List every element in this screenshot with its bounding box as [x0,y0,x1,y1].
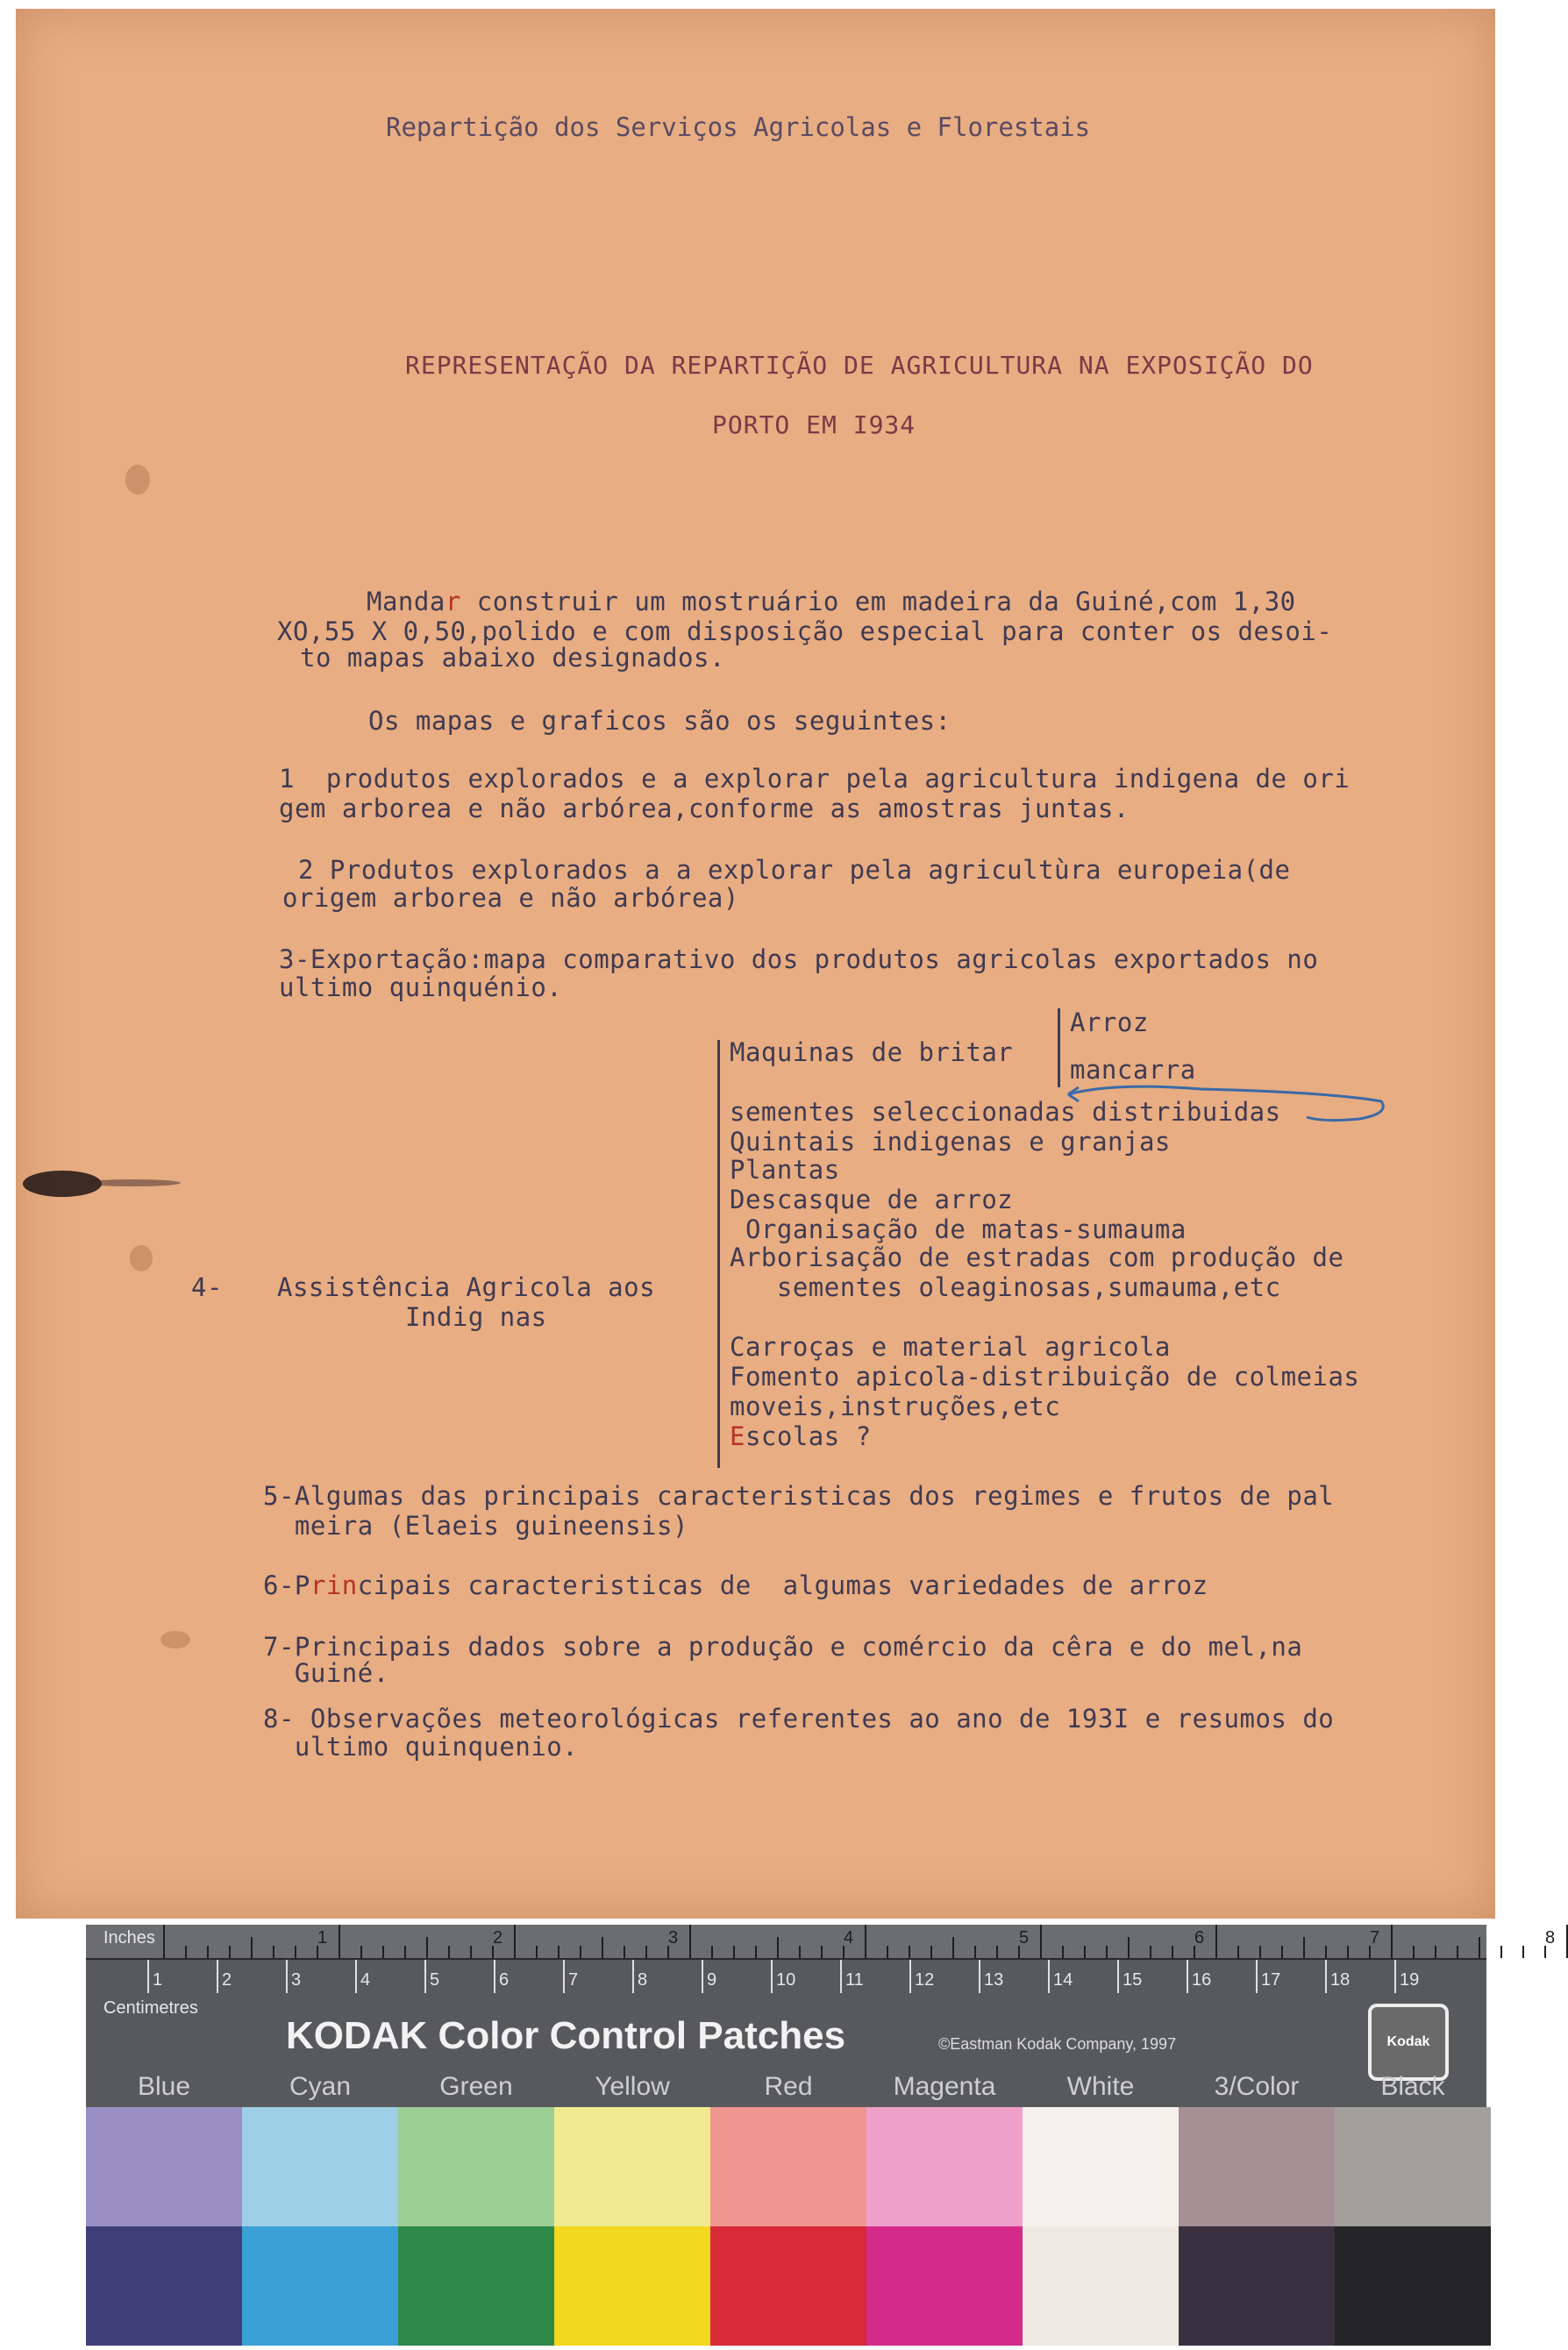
machine-label: Maquinas de britar [730,1037,1014,1067]
document-title-line2: PORTO EM I934 [712,410,916,439]
ruler-tick [887,1946,888,1958]
color-patch-light [398,2107,554,2226]
machine-option-arroz: Arroz [1070,1008,1149,1037]
cm-tick [632,1960,634,1993]
color-patch-light [866,2107,1023,2226]
patch-label: White [1066,2072,1135,2101]
cm-number: 8 [638,1970,648,1990]
ruler-tick [952,1937,954,1958]
color-patch-light [1179,2107,1335,2226]
intro-text: Manda [367,587,445,616]
ruler-tick [1062,1946,1064,1958]
ruler-tick [821,1946,823,1958]
patch-label: Yellow [595,2072,670,2101]
cm-number: 2 [222,1970,232,1990]
item-4-list-line: sementes oleaginosas,sumauma,etc [730,1272,1281,1302]
ruler-tick [229,1946,231,1958]
intro-line-1 [367,588,1296,616]
intro-line-3: to mapas abaixo designados. [300,643,725,673]
cm-tick [702,1960,703,1993]
ruler-tick [207,1946,209,1958]
ruler-tick [733,1946,735,1958]
department-header: Repartição dos Serviços Agricolas e Florestais [386,112,1091,142]
schools-text: scolas ? [745,1421,872,1451]
ruler-tick [514,1925,516,1958]
ruler-tick [1237,1946,1239,1958]
ruler-tick [1084,1946,1086,1958]
cm-tick [1117,1960,1119,1993]
color-patch-dark [1335,2226,1491,2346]
kodak-title: KODAK Color Control Patches [286,2014,846,2057]
color-patch-light [554,2107,710,2226]
cm-number: 7 [568,1970,579,1990]
color-patch-dark [866,2226,1023,2346]
item-6-red-text: rin [310,1570,358,1600]
cm-tick [979,1960,980,1993]
ruler-tick [1128,1937,1130,1958]
item-6-text: 6-P [263,1570,310,1600]
item-4-list-line: Arborisação de estradas com produção de [730,1243,1344,1272]
ruler-tick [1522,1946,1524,1958]
ruler-tick [536,1946,538,1958]
stain [130,1245,153,1271]
ruler-tick [1347,1946,1349,1958]
inch-number: 2 [493,1928,503,1948]
inch-ruler [86,1925,1556,1960]
ruler-tick [624,1946,625,1958]
patch-label: Red [764,2072,813,2101]
cm-number: 18 [1330,1970,1351,1990]
intro-red-letter: r [445,587,461,616]
patch-label: Blue [137,2072,191,2101]
cm-number: 15 [1123,1970,1143,1990]
item-7-line-2: Guiné. [263,1658,389,1688]
cm-number: 3 [291,1970,302,1990]
cm-tick [1394,1960,1396,1993]
color-patch-light [1023,2107,1179,2226]
machine-option-mancarra: mancarra [1070,1055,1196,1085]
color-patch-light [1335,2107,1491,2226]
ruler-tick [580,1946,581,1958]
cm-tick [771,1960,773,1993]
ruler-tick [865,1925,866,1958]
kodak-color-card [86,1925,1556,2346]
cm-tick [1048,1960,1050,1993]
patch-label: Magenta [893,2072,996,2101]
item-6 [263,1571,1208,1600]
cm-number: 12 [915,1970,935,1990]
inch-number: 6 [1194,1928,1205,1948]
patch-label: Green [439,2072,513,2101]
item-6-text: cipais caracteristicas de algumas variedades de arroz [357,1570,1208,1600]
ruler-tick [251,1937,253,1958]
ruler-tick [602,1937,603,1958]
inches-label: Inches [103,1928,155,1948]
ruler-tick [185,1946,187,1958]
ruler-tick [974,1946,976,1958]
cm-number: 14 [1053,1970,1073,1990]
item-2-line-2: origem arborea e não arbórea) [282,883,739,913]
stain [125,465,150,495]
ruler-tick [404,1946,406,1958]
ruler-tick [930,1946,932,1958]
item-3-line-1: 3-Exportação:mapa comparativo dos produtos agricolas exportados no [279,944,1319,974]
intro-text: construir um mostruário em madeira da Guiné,com 1,30 [460,587,1296,616]
color-patch-dark [1023,2226,1179,2346]
item-2-line-1: 2 Produtos explorados a a explorar pela agricultùra europeia(de [298,855,1291,885]
cm-tick [909,1960,911,1993]
item-7-line-1: 7-Principais dados sobre a produção e comércio da cêra e do mel,na [263,1632,1303,1662]
cm-tick [1256,1960,1258,1993]
item-4-list-line: Plantas [730,1155,840,1185]
color-patch-dark [554,2226,710,2346]
item-3-line-2: ultimo quinquénio. [279,972,563,1002]
cm-number: 6 [499,1970,510,1990]
ruler-tick [996,1946,998,1958]
color-patch-light [86,2107,242,2226]
cm-number: 1 [153,1970,163,1990]
ruler-tick [1303,1937,1305,1958]
patch-label: Cyan [289,2072,352,2101]
ruler-tick [558,1946,559,1958]
item-1-line-1: 1 produtos explorados e a explorar pela agricultura indigena de ori [279,764,1351,794]
ruler-tick [689,1925,691,1958]
color-patch-dark [242,2226,398,2346]
cm-number: 16 [1192,1970,1212,1990]
intro-line-4: Os mapas e graficos são os seguintes: [368,706,951,736]
ruler-tick [1172,1946,1173,1958]
ruler-tick [273,1946,274,1958]
cm-tick [1187,1960,1188,1993]
color-patch-light [710,2107,866,2226]
ruler-tick [295,1946,296,1958]
cm-number: 17 [1261,1970,1281,1990]
item-1-line-2: gem arborea e não arbórea,conforme as amostras juntas. [279,794,1130,823]
kodak-logo-icon: Kodak [1368,2004,1449,2081]
ruler-tick [777,1937,779,1958]
ruler-tick [1413,1946,1415,1958]
color-patch-dark [1179,2226,1335,2346]
ruler-tick [448,1946,450,1958]
item-4-list-line: Carroças e material agricola [730,1332,1171,1362]
cm-number: 11 [845,1970,864,1990]
cm-number: 9 [707,1970,717,1990]
inch-number: 7 [1370,1928,1380,1948]
item-4-list-line: Organisação de matas-sumauma [730,1214,1187,1244]
ruler-tick [1325,1946,1327,1958]
cm-number: 10 [776,1970,796,1990]
centimetres-label: Centimetres [103,1998,198,2018]
ruler-tick [426,1937,428,1958]
item-4-list-line: Descasque de arroz [730,1185,1014,1214]
intro-line-2: XO,55 X 0,50,polido e com disposição especial para conter os desoi- [277,616,1333,646]
item-4-list-line: sementes seleccionadas distribuidas [730,1097,1281,1127]
document-title-line1: REPRESENTAÇÃO DA REPARTIÇÃO DE AGRICULTURA NA EXPOSIÇÃO DO [405,351,1314,380]
item-5-line-1: 5-Algumas das principais caracteristicas dos regimes e frutos de pal [263,1481,1335,1511]
cm-tick [286,1960,288,1993]
patch-label: 3/Color [1214,2072,1300,2101]
cm-tick [494,1960,495,1993]
centimetre-ruler [86,1960,1486,1995]
cm-number: 19 [1400,1970,1420,1990]
patch-label: Black [1380,2072,1445,2101]
item-4-label-line-1: Assistência Agricola aos [277,1272,656,1302]
stain [84,1179,181,1186]
cm-tick [217,1960,218,1993]
item-4-bracket [717,1040,720,1468]
item-4-label-line-2: Indig nas [405,1302,547,1332]
ruler-tick [909,1946,910,1958]
ruler-tick [1500,1946,1502,1958]
item-8-line-1: 8- Observações meteorológicas referentes ao ano de 193I e resumos do [263,1704,1335,1734]
cm-number: 13 [984,1970,1004,1990]
item-5-line-2: meira (Elaeis guineensis) [263,1511,688,1541]
inch-number: 1 [317,1928,328,1948]
cm-number: 4 [360,1970,371,1990]
ruler-tick [360,1946,362,1958]
item-8-line-2: ultimo quinquenio. [263,1732,579,1762]
cm-number: 5 [430,1970,440,1990]
inch-number: 3 [668,1928,679,1948]
ruler-tick [1457,1946,1458,1958]
color-patch-dark [710,2226,866,2346]
ruler-tick [1150,1946,1151,1958]
stain [160,1631,190,1649]
color-patch-dark [86,2226,242,2346]
red-initial: E [730,1421,745,1451]
item-4-list-line: Quintais indigenas e granjas [730,1127,1171,1157]
color-patch-dark [398,2226,554,2346]
item-4-list-last [730,1422,872,1451]
ruler-tick [755,1946,757,1958]
ruler-tick [711,1946,713,1958]
cm-tick [563,1960,565,1993]
ruler-tick [1215,1925,1217,1958]
ruler-tick [470,1946,472,1958]
ruler-tick [339,1925,340,1958]
ruler-tick [1259,1946,1261,1958]
ruler-tick [1391,1925,1393,1958]
cm-tick [1325,1960,1327,1993]
cm-tick [355,1960,357,1993]
inch-number: 5 [1019,1928,1030,1948]
ruler-tick [645,1946,647,1958]
ruler-tick [1479,1937,1480,1958]
cm-tick [840,1960,842,1993]
ruler-tick [1281,1946,1283,1958]
cm-tick [424,1960,426,1993]
inch-number: 4 [844,1928,854,1948]
item-4-list-line: moveis,instruções,etc [730,1392,1061,1421]
cm-tick [147,1960,149,1993]
ruler-tick [1040,1925,1042,1958]
color-patch-light [242,2107,398,2226]
kodak-copyright: ©Eastman Kodak Company, 1997 [938,2035,1177,2053]
machine-bracket [1058,1008,1060,1087]
inch-number: 8 [1545,1928,1556,1948]
ruler-tick [163,1925,165,1958]
ruler-tick [1106,1946,1108,1958]
item-4-number: 4- [191,1272,223,1302]
ruler-tick [382,1946,384,1958]
ruler-tick [1435,1946,1436,1958]
ruler-tick [799,1946,801,1958]
pen-annotation-loop [1044,1077,1394,1129]
item-4-list-line: Fomento apicola-distribuição de colmeias [730,1362,1360,1392]
